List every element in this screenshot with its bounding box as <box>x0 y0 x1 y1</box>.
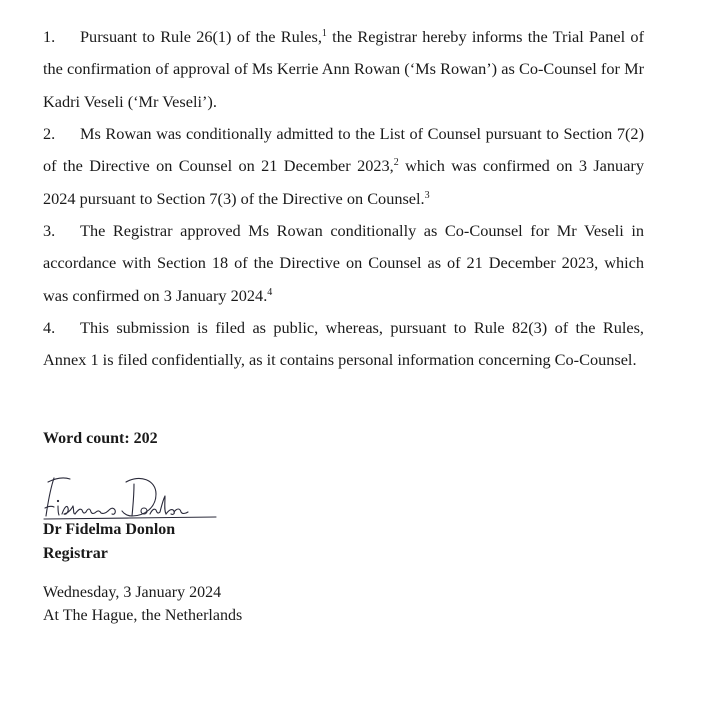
signatory-title: Registrar <box>43 545 108 562</box>
paragraph-text: The Registrar approved Ms Rowan conditionally as Co-Counsel for Mr Veseli in accordance with Section 18 of the Directive on Counsel as of 21 December 2023, which was confirmed on 3 January 2024. <box>43 221 644 305</box>
paragraph-text: Pursuant to Rule 26(1) of the Rules, <box>80 27 322 46</box>
footnote-marker[interactable]: 3 <box>424 189 430 201</box>
paragraph-number: 3. <box>43 221 56 240</box>
paragraph-number: 4. <box>43 318 56 337</box>
document-place: At The Hague, the Netherlands <box>43 607 243 624</box>
paragraph-1 <box>43 21 644 118</box>
footnote-marker[interactable]: 1 <box>321 28 327 39</box>
signatory-name: Dr Fidelma Donlon <box>43 521 176 538</box>
footnote-marker[interactable]: 2 <box>393 157 399 169</box>
paragraph-text: which was confirmed on 3 January 2024 pursuant to Section 7(3) of the Directive on Counsel. <box>43 156 644 208</box>
paragraph-number: 2. <box>43 124 56 143</box>
paragraph-3 <box>43 215 644 312</box>
paragraph-4 <box>43 312 644 377</box>
paragraph-text: the Registrar hereby informs the Trial Panel of the confirmation of approval of Ms Kerrie Ann Rowan (‘Ms Rowan’) as Co-Counsel for Mr Kadri Veseli (‘Mr Veseli’). <box>43 27 644 111</box>
footnote-marker[interactable]: 4 <box>267 286 273 298</box>
paragraph-2 <box>43 118 644 215</box>
handwritten-signature <box>40 470 220 522</box>
document-date: Wednesday, 3 January 2024 <box>43 584 222 601</box>
paragraph-text: This submission is filed as public, whereas, pursuant to Rule 82(3) of the Rules, Annex 1 is filed confidentially, as it contains personal information concerning Co-Counsel. <box>43 318 644 370</box>
paragraph-text: Ms Rowan was conditionally admitted to the List of Counsel pursuant to Section 7(2) of the Directive on Counsel on 21 December 2023, <box>43 124 644 176</box>
word-count: Word count: 202 <box>43 430 158 447</box>
paragraph-number: 1. <box>43 27 56 46</box>
